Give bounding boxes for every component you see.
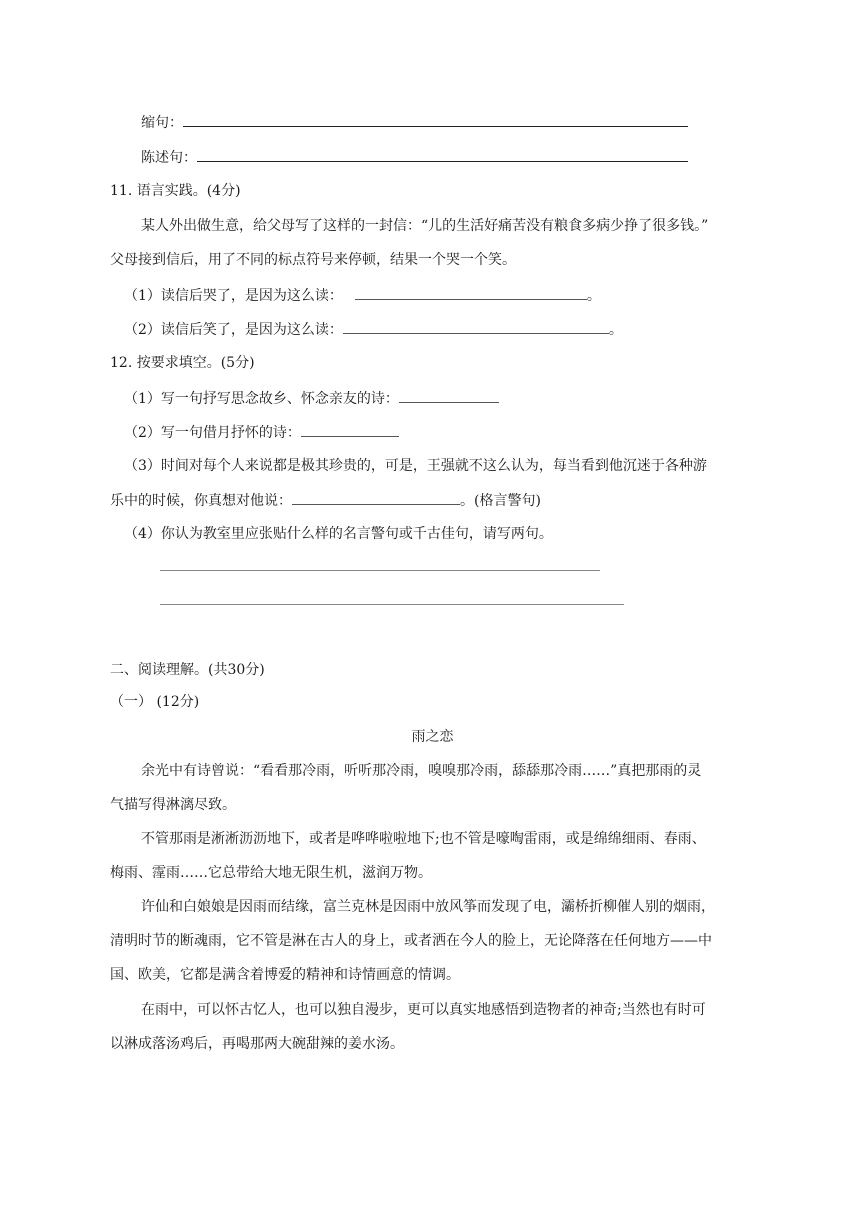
q12-heading: 12. 按要求填空。(5分) (110, 355, 255, 371)
q11-item-1-blank[interactable] (355, 285, 587, 300)
q12-item-2-text: （2）写一句借月抒怀的诗： (124, 425, 301, 441)
q11-item-1-text: （1）读信后哭了，是因为这么读： (124, 288, 343, 304)
q11-heading: 11. 语言实践。(4分) (110, 183, 241, 199)
declarative-sentence-row (141, 147, 688, 167)
q11-paragraph-line-2: 父母接到信后，用了不同的标点符号来停顿，结果一个哭一个笑。 (110, 252, 516, 268)
q12-item-3-line-2 (110, 490, 541, 510)
q12-item-3-text: 乐中的时候，你真想对他说： (110, 493, 292, 509)
section-2-part-1: （一） (12分) (110, 694, 200, 710)
q12-item-1 (124, 388, 499, 408)
q12-item-3-blank[interactable] (292, 490, 460, 505)
q12-item-3-note: 。(格言警句) (460, 493, 541, 509)
q12-item-4-answer-line-1[interactable] (160, 570, 600, 571)
article-p2-line-2: 梅雨、霪雨……它总带给大地无限生机，滋润万物。 (110, 865, 432, 881)
article-p3-line-2: 清明时节的断魂雨，它不管是淋在古人的身上，或者洒在今人的脸上，无论降落在任何地方——中 (110, 933, 712, 949)
q12-item-1-blank[interactable] (399, 388, 499, 403)
article-p2-line-1: 不管那雨是淅淅沥沥地下，或者是哗哗啦啦地下;也不管是嚎啕雷雨，或是绵绵细雨、春雨、 (141, 831, 706, 847)
q12-item-2-blank[interactable] (301, 422, 399, 437)
shorten-sentence-label: 缩句： (141, 115, 183, 131)
article-p4-line-2: 以淋成落汤鸡后，再喝那两大碗甜辣的姜水汤。 (110, 1036, 404, 1052)
shorten-sentence-row (141, 112, 688, 132)
q12-item-4: （4）你认为教室里应张贴什么样的名言警句或千古佳句，请写两句。 (124, 526, 553, 542)
article-p1-line-1: 余光中有诗曾说：“看看那冷雨，听听那冷雨，嗅嗅那冷雨，舔舔那冷雨……”真把那雨的灵 (141, 763, 702, 779)
q12-item-1-text: （1）写一句抒写思念故乡、怀念亲友的诗： (124, 391, 399, 407)
q11-paragraph-line-1: 某人外出做生意，给父母写了这样的一封信：“儿的生活好痛苦没有粮食多病少挣了很多钱。” (141, 218, 709, 234)
q12-item-2 (124, 422, 399, 442)
q12-item-4-answer-line-2[interactable] (160, 604, 624, 605)
section-2-heading: 二、阅读理解。(共30分) (110, 662, 265, 678)
article-p3-line-3: 国、欧美，它都是满含着博爱的精神和诗情画意的情调。 (110, 967, 460, 983)
q11-item-2-end: 。 (608, 322, 623, 338)
q11-item-1 (124, 285, 601, 305)
article-p1-line-2: 气描写得淋漓尽致。 (110, 797, 236, 813)
declarative-sentence-label: 陈述句： (141, 150, 197, 166)
q11-item-2-text: （2）读信后笑了，是因为这么读： (124, 322, 343, 338)
article-p3-line-1: 许仙和白娘娘是因雨而结缘，富兰克林是因雨中放风筝而发现了电，灞桥折柳催人别的烟雨， (141, 899, 715, 915)
shorten-sentence-blank[interactable] (183, 112, 688, 127)
q11-item-1-end: 。 (586, 288, 601, 304)
article-p4-line-1: 在雨中，可以怀古忆人，也可以独自漫步，更可以真实地感悟到造物者的神奇;当然也有时可 (141, 1002, 706, 1018)
q12-item-3-line-1: （3）时间对每个人来说都是极其珍贵的，可是，王强就不这么认为，每当看到他沉迷于各种游 (124, 458, 707, 474)
declarative-sentence-blank[interactable] (197, 147, 688, 162)
q11-item-2 (124, 319, 623, 339)
q11-item-2-blank[interactable] (343, 319, 609, 334)
article-title: 雨之恋 (411, 729, 454, 745)
